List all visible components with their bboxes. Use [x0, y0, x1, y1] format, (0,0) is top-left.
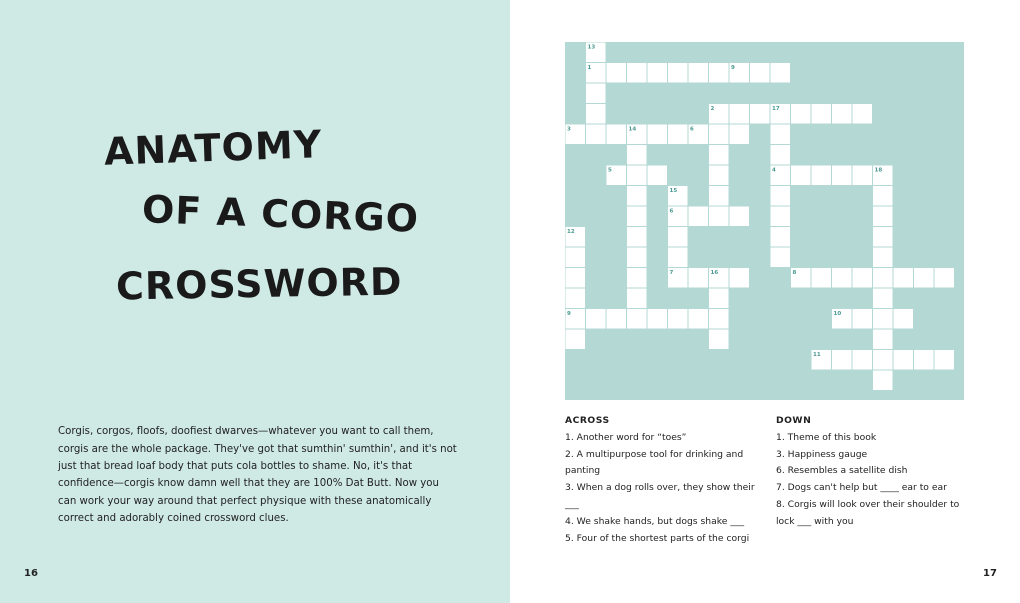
grid-background [565, 42, 964, 400]
crossword-cell[interactable] [935, 268, 955, 288]
crossword-cell[interactable] [709, 63, 729, 83]
down-clue-1: 1. Theme of this book [776, 431, 877, 443]
crossword-cell[interactable] [627, 227, 647, 247]
crossword-cell[interactable] [894, 309, 914, 329]
crossword-cell[interactable] [873, 227, 893, 247]
crossword-cell[interactable] [627, 309, 647, 329]
crossword-cell[interactable] [689, 63, 709, 83]
crossword-cell[interactable] [709, 186, 729, 206]
across-clue-3: 3. When a dog rolls over, they show their ___ [565, 482, 755, 510]
down-heading: DOWN [776, 415, 812, 426]
crossword-cell[interactable] [709, 309, 729, 329]
crossword-cell[interactable] [873, 330, 893, 350]
crossword-cell[interactable] [832, 268, 852, 288]
crossword-cell[interactable] [627, 289, 647, 309]
crossword-cell[interactable] [873, 350, 893, 370]
crossword-cell[interactable] [873, 186, 893, 206]
crossword-cell[interactable] [771, 63, 791, 83]
crossword-cell[interactable] [873, 289, 893, 309]
crossword-cell[interactable] [832, 350, 852, 370]
crossword-cell[interactable] [566, 248, 586, 268]
clue-number: 13 [587, 44, 596, 51]
crossword-cell[interactable] [668, 125, 688, 145]
clue-number: 6 [690, 126, 694, 133]
crossword-cell[interactable] [566, 268, 586, 288]
crossword-cell[interactable] [586, 104, 606, 124]
crossword-cell[interactable] [791, 166, 811, 186]
crossword-cell[interactable] [894, 268, 914, 288]
crossword-cell[interactable] [607, 309, 627, 329]
clue-number: 17 [772, 106, 780, 112]
crossword-cell[interactable] [730, 104, 750, 124]
crossword-cell[interactable] [709, 166, 729, 186]
crossword-cell[interactable] [873, 248, 893, 268]
crossword-cell[interactable] [689, 207, 709, 227]
crossword-cell[interactable] [853, 350, 873, 370]
clue-number: 15 [669, 188, 678, 194]
crossword-cell[interactable] [771, 145, 791, 165]
crossword-cell[interactable] [730, 125, 750, 145]
crossword-cell[interactable] [709, 207, 729, 227]
crossword-cell[interactable] [935, 350, 955, 370]
page-number-right: 17 [983, 568, 997, 579]
down-clue-4: 7. Dogs can't help but ____ ear to ear [776, 482, 947, 494]
crossword-cell[interactable] [853, 268, 873, 288]
across-heading: ACROSS [565, 415, 610, 426]
clue-number: 5 [608, 167, 612, 174]
crossword-cell[interactable] [607, 63, 627, 83]
across-clues [565, 413, 757, 547]
clue-number: 14 [628, 126, 637, 133]
crossword-cell[interactable] [873, 207, 893, 227]
crossword-cell[interactable] [607, 125, 627, 145]
clue-number: 10 [833, 311, 842, 317]
crossword-cell[interactable] [730, 268, 750, 288]
crossword-cell[interactable] [566, 330, 586, 350]
crossword-cell[interactable] [648, 63, 668, 83]
crossword-cell[interactable] [627, 268, 647, 288]
crossword-cell[interactable] [648, 309, 668, 329]
crossword-cell[interactable] [812, 104, 832, 124]
crossword-grid [565, 42, 964, 400]
crossword-cell[interactable] [812, 268, 832, 288]
clue-number: 9 [567, 311, 571, 317]
crossword-cell[interactable] [750, 104, 770, 124]
clue-number: 18 [874, 167, 883, 174]
crossword-cell[interactable] [627, 248, 647, 268]
crossword-cell[interactable] [709, 289, 729, 309]
across-clue-4: 4. We shake hands, but dogs shake ___ [565, 515, 745, 527]
crossword-cell[interactable] [771, 186, 791, 206]
crossword-cell[interactable] [627, 207, 647, 227]
crossword-cell[interactable] [853, 104, 873, 124]
clue-number: 4 [772, 167, 776, 174]
down-clue-3: 6. Resembles a satellite dish [776, 465, 908, 477]
crossword-cell[interactable] [668, 227, 688, 247]
crossword-cell[interactable] [812, 166, 832, 186]
crossword-cell[interactable] [873, 309, 893, 329]
across-clue-5: 5. Four of the shortest parts of the corgi [565, 532, 750, 544]
crossword-cell[interactable] [750, 63, 770, 83]
crossword-cell[interactable] [709, 125, 729, 145]
crossword-cell[interactable] [771, 125, 791, 145]
crossword-cell[interactable] [914, 268, 934, 288]
across-clue-2: 2. A multipurpose tool for drinking and panting [565, 448, 744, 477]
crossword-cell[interactable] [771, 227, 791, 247]
crossword-cell[interactable] [873, 371, 893, 391]
crossword-cell[interactable] [771, 248, 791, 268]
crossword-cell[interactable] [586, 125, 606, 145]
clue-number: 11 [813, 352, 821, 358]
page-number-left: 16 [24, 568, 38, 579]
clue-number: 12 [567, 229, 575, 235]
crossword-cell[interactable] [832, 104, 852, 124]
crossword-cell[interactable] [627, 186, 647, 206]
crossword-cell[interactable] [689, 268, 709, 288]
crossword-cell[interactable] [668, 309, 688, 329]
crossword-cell[interactable] [668, 63, 688, 83]
crossword-cell[interactable] [566, 289, 586, 309]
crossword-cell[interactable] [914, 350, 934, 370]
intro-paragraph: Corgis, corgos, floofs, doofiest dwarves—whatever you want to call them, corgis are the whole package. They've got that sumthin' sumthin', and it's not just that bread loaf body that puts cola bottles to shame. No, it's that confidence—corgis know damn well that they are 100% Dat Butt. Now you can work your way around that perfect physique with these anatomically correct and adorably coined crossword clues. [58, 426, 457, 525]
crossword-cell[interactable] [791, 104, 811, 124]
crossword-cell[interactable] [709, 330, 729, 350]
title-line-1: ANATOMY [103, 122, 323, 174]
clue-number: 2 [710, 106, 715, 112]
down-clue-2: 3. Happiness gauge [776, 448, 868, 460]
crossword-cell[interactable] [853, 309, 873, 329]
clue-number: 3 [567, 126, 571, 133]
crossword-cell[interactable] [627, 166, 647, 186]
clue-number: 6 [669, 208, 674, 215]
clue-number: 7 [669, 270, 674, 276]
crossword-cell[interactable] [586, 309, 606, 329]
across-clue-1: 1. Another word for “toes” [565, 431, 687, 443]
crossword-cell[interactable] [873, 268, 893, 288]
crossword-cell[interactable] [730, 207, 750, 227]
crossword-cell[interactable] [689, 309, 709, 329]
crossword-cell[interactable] [648, 125, 668, 145]
title-line-2: OF A CORGO [141, 187, 420, 241]
crossword-cell[interactable] [894, 350, 914, 370]
clue-number: 8 [792, 270, 797, 276]
clue-number: 9 [731, 65, 735, 71]
crossword-cell[interactable] [648, 166, 668, 186]
crossword-cell[interactable] [709, 145, 729, 165]
crossword-cell[interactable] [627, 63, 647, 83]
crossword-cell[interactable] [853, 166, 873, 186]
down-clue-5: 8. Corgis will look over their shoulder to lock ___ with you [776, 498, 960, 527]
crossword-cell[interactable] [668, 248, 688, 268]
down-clues [776, 413, 968, 531]
crossword-cell[interactable] [627, 145, 647, 165]
crossword-cell[interactable] [586, 84, 606, 104]
title-line-3: CROSSWORD [115, 259, 403, 309]
clue-number: 1 [587, 65, 592, 71]
crossword-cell[interactable] [771, 207, 791, 227]
clue-number: 16 [710, 270, 719, 276]
crossword-cell[interactable] [832, 166, 852, 186]
